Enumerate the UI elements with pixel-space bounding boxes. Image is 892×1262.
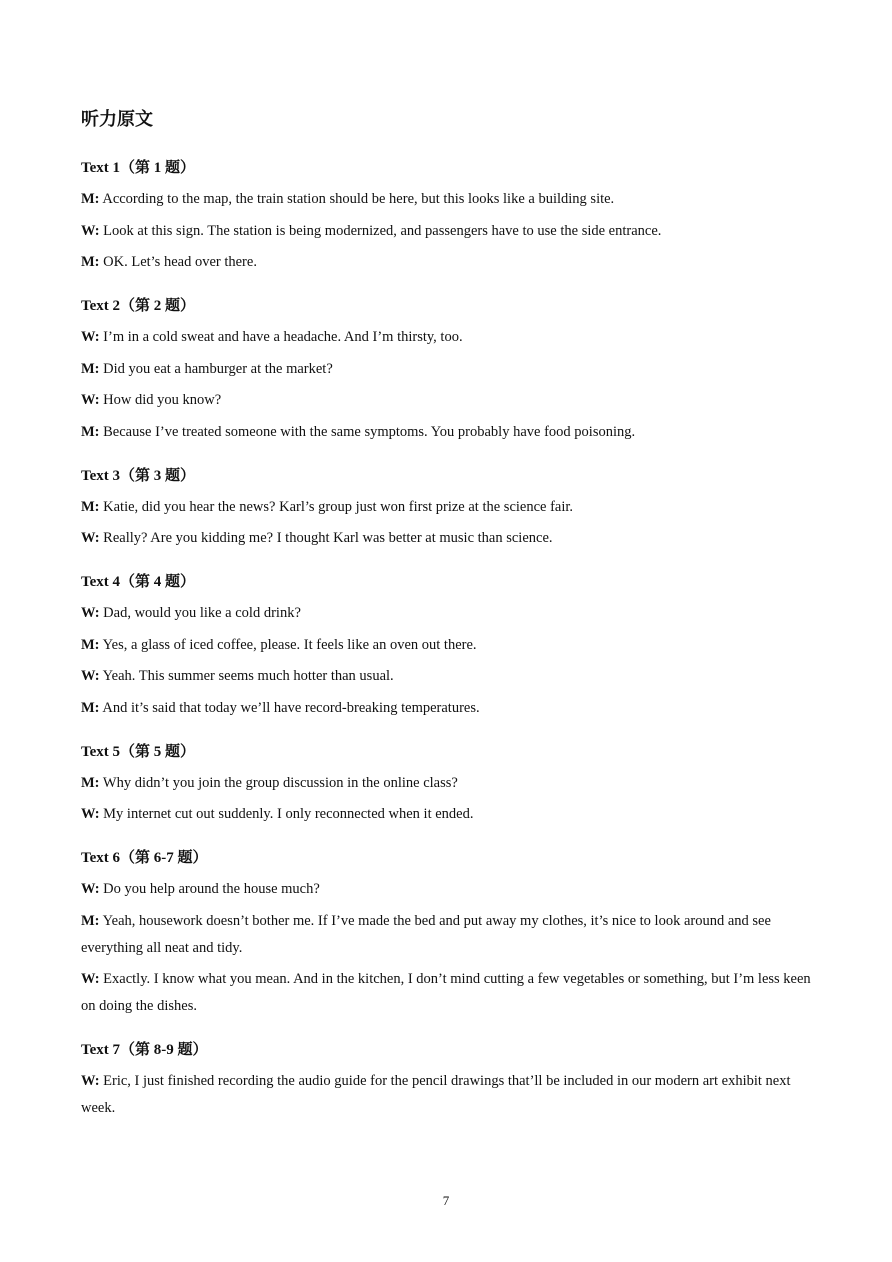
dialogue-line bbox=[81, 1068, 821, 1122]
speaker-label: W: bbox=[81, 668, 100, 684]
speaker-label: W: bbox=[81, 222, 100, 239]
dialogue-text: Yeah, housework doesn’t bother me. If I’ve made the bed and put away my clothes, it’s nice to look around and see everything all neat and tidy. bbox=[81, 912, 771, 956]
speaker-label: M: bbox=[81, 912, 100, 929]
speaker-label: M: bbox=[81, 699, 100, 716]
page-title: 听力原文 bbox=[81, 109, 153, 130]
speaker-label: W: bbox=[81, 329, 100, 345]
transcript-section bbox=[81, 739, 821, 829]
transcript-section bbox=[81, 1037, 821, 1122]
dialogue-text: How did you know? bbox=[103, 392, 222, 408]
dialogue-line bbox=[81, 525, 821, 552]
page-number: 7 bbox=[442, 1193, 450, 1208]
speaker-label: M: bbox=[81, 636, 100, 653]
speaker-label: M: bbox=[81, 423, 100, 440]
dialogue-text: Katie, did you hear the news? Karl’s group just won first prize at the science fair. bbox=[103, 498, 574, 515]
section-heading: Text 5（第 5 题） bbox=[81, 743, 196, 760]
dialogue-text: Do you help around the house much? bbox=[103, 881, 320, 897]
dialogue-line bbox=[81, 186, 821, 213]
section-heading: Text 3（第 3 题） bbox=[81, 467, 196, 484]
dialogue-text: According to the map, the train station should be here, but this looks like a building site. bbox=[102, 191, 615, 207]
speaker-label: M: bbox=[81, 774, 100, 791]
dialogue-text: Exactly. I know what you mean. And in the kitchen, I don’t mind cutting a few vegetables or something, but I’m less keen on doing the dishes. bbox=[81, 971, 811, 1014]
dialogue-line bbox=[81, 387, 821, 414]
dialogue-line bbox=[81, 494, 821, 521]
dialogue-text: Why didn’t you join the group discussion in the online class? bbox=[102, 774, 458, 791]
dialogue-text: Eric, I just finished recording the audio guide for the pencil drawings that’ll be included in our modern art exhibit next week. bbox=[81, 1073, 791, 1116]
speaker-label: M: bbox=[81, 498, 100, 515]
dialogue-text: Did you eat a hamburger at the market? bbox=[103, 360, 333, 377]
dialogue-line bbox=[81, 632, 821, 659]
section-heading: Text 6（第 6-7 题） bbox=[81, 850, 208, 866]
dialogue-line bbox=[81, 600, 821, 627]
section-heading: Text 2（第 2 题） bbox=[81, 298, 196, 314]
speaker-label: W: bbox=[81, 806, 100, 822]
dialogue-text: Dad, would you like a cold drink? bbox=[103, 605, 301, 621]
dialogue-text: Look at this sign. The station is being modernized, and passengers have to use the side entrance. bbox=[103, 222, 662, 239]
dialogue-line bbox=[81, 356, 821, 383]
transcript-section bbox=[81, 155, 821, 276]
dialogue-text: And it’s said that today we’ll have record-breaking temperatures. bbox=[102, 699, 480, 716]
dialogue-line bbox=[81, 801, 821, 828]
speaker-label: W: bbox=[81, 530, 100, 546]
dialogue-line bbox=[81, 249, 821, 276]
dialogue-line bbox=[81, 218, 821, 245]
dialogue-line bbox=[81, 419, 821, 446]
dialogue-text: I’m in a cold sweat and have a headache. And I’m thirsty, too. bbox=[103, 329, 463, 345]
dialogue-line bbox=[81, 324, 821, 351]
dialogue-line bbox=[81, 663, 821, 690]
section-heading: Text 1（第 1 题） bbox=[81, 160, 196, 176]
dialogue-text: OK. Let’s head over there. bbox=[103, 254, 257, 270]
dialogue-line bbox=[81, 908, 821, 962]
transcript-sections bbox=[81, 155, 821, 1139]
dialogue-text: Because I’ve treated someone with the same symptoms. You probably have food poisoning. bbox=[103, 423, 636, 440]
dialogue-text: My internet cut out suddenly. I only reconnected when it ended. bbox=[103, 806, 474, 822]
dialogue-line bbox=[81, 770, 821, 797]
speaker-label: W: bbox=[81, 971, 100, 987]
transcript-section bbox=[81, 293, 821, 446]
speaker-label: W: bbox=[81, 392, 100, 408]
dialogue-line bbox=[81, 876, 821, 903]
speaker-label: M: bbox=[81, 254, 100, 270]
speaker-label: W: bbox=[81, 605, 100, 621]
transcript-section bbox=[81, 569, 821, 722]
speaker-label: W: bbox=[81, 881, 100, 897]
dialogue-line bbox=[81, 966, 821, 1020]
dialogue-line bbox=[81, 695, 821, 722]
dialogue-text: Yeah. This summer seems much hotter than usual. bbox=[102, 668, 394, 684]
dialogue-text: Yes, a glass of iced coffee, please. It feels like an oven out there. bbox=[102, 636, 477, 653]
transcript-section bbox=[81, 845, 821, 1020]
section-heading: Text 4（第 4 题） bbox=[81, 574, 196, 590]
dialogue-text: Really? Are you kidding me? I thought Karl was better at music than science. bbox=[103, 530, 553, 546]
speaker-label: W: bbox=[81, 1073, 100, 1089]
transcript-section bbox=[81, 463, 821, 553]
section-heading: Text 7（第 8-9 题） bbox=[81, 1042, 208, 1058]
speaker-label: M: bbox=[81, 191, 100, 207]
speaker-label: M: bbox=[81, 360, 100, 377]
